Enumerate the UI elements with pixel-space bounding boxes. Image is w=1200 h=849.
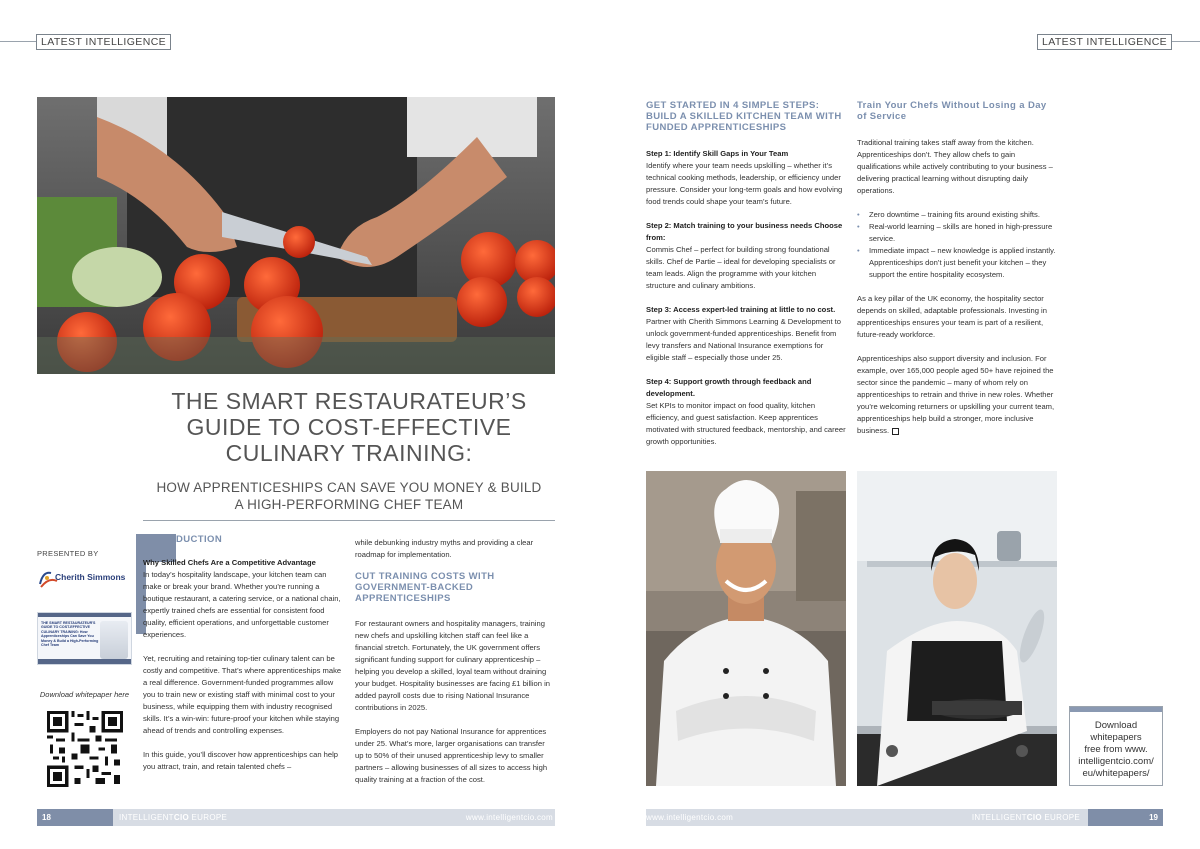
title-divider bbox=[143, 520, 555, 521]
header-rule-left bbox=[0, 41, 36, 42]
callout-line: Download bbox=[1094, 720, 1138, 731]
qr-code[interactable] bbox=[47, 711, 123, 787]
brand-bold: CIO bbox=[173, 813, 189, 822]
train-paragraph-3: Apprenticeships also support diversity and inclusion. For example, over 165,000 people aged 50+ have rejoined the sector since the pandemic – many of whom rely on apprenticeships to retrain and thrive in new roles. Whether you’re welcoming returners or upskilling your current team, apprenticeships help build a stronger, more inclusive business. bbox=[857, 354, 1055, 435]
intro-subheading: Why Skilled Chefs Are a Competitive Advantage bbox=[143, 558, 316, 567]
train-paragraph-1: Traditional training takes staff away from the kitchen. Apprenticeships don’t. They allow chefs to gain qualifications while actively contributing to your business – delivering practical learning without disrupting daily operations. bbox=[857, 138, 1053, 195]
train-paragraph-2: As a key pillar of the UK economy, the hospitality sector depends on skilled, adaptable professionals. Investing in apprenticeships ensures your team is part of a resilient, future-ready workforce. bbox=[857, 294, 1047, 339]
step-2-body: Commis Chef – perfect for building strong foundational skills. Chef de Partie – ideal for developing specialists or team leads. Align the programme with your kitchen structure and culinary ambitions. bbox=[646, 245, 836, 290]
intro-paragraph-2: Yet, recruiting and retaining top-tier culinary talent can be costly and competitive. That’s where apprenticeships make a real difference. Government-funded programmes allow you to train new or existing staff with minimal cost to your business, while equipping them with industry recognised skills. It’s a win-win: future-proof your kitchen while staying ahead of trends and controlling expenses. bbox=[143, 654, 342, 735]
download-whitepaper-label: Download whitepaper here bbox=[39, 690, 130, 699]
brand-prefix: INTELLIGENT bbox=[119, 813, 174, 822]
callout-line: intelligentcio.com/ bbox=[1078, 756, 1154, 767]
photo-chef-cooking bbox=[857, 471, 1057, 786]
whitepaper-thumbnail[interactable] bbox=[37, 612, 132, 665]
intro-paragraph-1: In today’s hospitality landscape, your kitchen team can make or break your brand. Whether you’re running a boutique restaurant, a catering service, or a national chain, expertly trained chefs are essential for consistent food quality, efficient operations, and unforgettable customer experiences. bbox=[143, 570, 341, 639]
sponsor-name: Cherith Simmons bbox=[55, 572, 126, 582]
step-1-title: Step 1: Identify Skill Gaps in Your Team bbox=[646, 149, 789, 158]
callout-bar bbox=[1070, 707, 1162, 712]
step-1-body: Identify where your team needs upskilling – whether it’s technical cooking methods, leadership, or efficiency under pressure. Consider your long-term goals and how evolving food trends could shape your team’s future. bbox=[646, 161, 843, 206]
page-number-left-text: 18 bbox=[42, 813, 51, 822]
title-line-1: THE SMART RESTAURATEUR’S bbox=[171, 388, 527, 414]
cost-heading: CUT TRAINING COSTS WITH GOVERNMENT-BACKED APPRENTICESHIPS bbox=[355, 571, 495, 604]
sponsor-logo[interactable] bbox=[37, 569, 132, 591]
intro-paragraph-3: In this guide, you’ll discover how apprenticeships can help you attract, train, and retain talented chefs – bbox=[143, 750, 339, 771]
train-paragraph-3-wrap bbox=[857, 353, 1057, 437]
article-subtitle bbox=[140, 479, 558, 513]
footer-bar-left bbox=[113, 809, 555, 826]
callout-line: whitepapers bbox=[1090, 732, 1142, 743]
thumb-text: THE SMART RESTAURATEUR'S GUIDE TO COST-EFFECTIVE CULINARY TRAINING: How Apprenticeships Can Save You Money & Build a High-Performing Chef Team bbox=[41, 621, 99, 648]
title-line-3: CULINARY TRAINING: bbox=[225, 440, 473, 466]
subtitle-line-1: HOW APPRENTICESHIPS CAN SAVE YOU MONEY & BUILD bbox=[156, 480, 542, 495]
step-4-title: Step 4: Support growth through feedback and development. bbox=[646, 377, 812, 398]
header-tag-right: LATEST INTELLIGENCE bbox=[1037, 34, 1172, 50]
thumb-band-bottom bbox=[38, 659, 131, 664]
page-number-left bbox=[37, 809, 113, 826]
cost-column bbox=[355, 537, 555, 798]
train-column bbox=[857, 100, 1057, 449]
step-4-body: Set KPIs to monitor impact on food quality, kitchen efficiency, and guest satisfaction. Keep apprentices motivated with structured feedback, mentorship, and career growth opportunities. bbox=[646, 401, 846, 446]
brand-suffix: EUROPE bbox=[189, 813, 228, 822]
thumb-band-top bbox=[38, 613, 131, 617]
thumb-chef-image bbox=[100, 621, 128, 659]
footer-bar-right bbox=[646, 809, 1088, 826]
steps-heading: GET STARTED IN 4 SIMPLE STEPS: BUILD A SKILLED KITCHEN TEAM WITH FUNDED APPRENTICESHIPS bbox=[646, 100, 842, 133]
presented-by-label: PRESENTED BY bbox=[37, 549, 99, 558]
footer-brand-left bbox=[119, 809, 227, 826]
benefit-item: • Real-world learning – skills are honed in high-pressure service. bbox=[857, 221, 1057, 245]
callout-text bbox=[1070, 720, 1162, 780]
col2-paragraph-1: For restaurant owners and hospitality managers, training new chefs and upskilling kitchen staff can feel like a financial stretch. Fortunately, the UK government offers significant funding support for culinary apprenticeship – helping you develop a skilled, loyal team without draining your budget. Hospitality businesses are facing £1 billion in added payroll costs due to rising National Insurance contributions in 2025. bbox=[355, 619, 551, 712]
brand-bold: CIO bbox=[1026, 813, 1042, 822]
steps-column bbox=[646, 100, 846, 460]
subtitle-line-2: A HIGH-PERFORMING CHEF TEAM bbox=[234, 497, 464, 512]
photo-smiling-chef bbox=[646, 471, 846, 786]
footer-brand-right bbox=[972, 809, 1080, 826]
benefit-item: • Zero downtime – training fits around existing shifts. bbox=[857, 209, 1057, 221]
brand-suffix: EUROPE bbox=[1041, 813, 1080, 822]
col2-paragraph-2: Employers do not pay National Insurance for apprentices under 25. What’s more, larger organisations can transfer up to 50% of their unused apprenticeship levy to smaller partners – allowing businesses of all sizes to access high quality training at a fraction of the cost. bbox=[355, 727, 548, 784]
col2-paragraph-0: while debunking industry myths and providing a clear roadmap for implementation. bbox=[355, 538, 534, 559]
callout-line: eu/whitepapers/ bbox=[1082, 768, 1150, 779]
train-heading: Train Your Chefs Without Losing a Day of Service bbox=[857, 100, 1047, 122]
download-callout[interactable] bbox=[1069, 706, 1163, 786]
callout-line: free from www. bbox=[1084, 744, 1148, 755]
step-2-title: Step 2: Match training to your business needs Choose from: bbox=[646, 221, 843, 242]
benefit-item: • Immediate impact – new knowledge is applied instantly. Apprenticeships don’t just benefit your kitchen – they support the entire hospitality ecosystem. bbox=[857, 245, 1057, 281]
footer-url-left[interactable]: www.intelligentcio.com bbox=[465, 813, 553, 822]
intro-heading: DUCTION bbox=[176, 534, 223, 545]
article-title bbox=[150, 388, 548, 466]
header-tag-left: LATEST INTELLIGENCE bbox=[36, 34, 171, 50]
step-3-title: Step 3: Access expert-led training at little to no cost. bbox=[646, 305, 836, 314]
hero-photo-chopping-tomatoes bbox=[37, 97, 555, 374]
benefit-list bbox=[857, 209, 1057, 281]
brand-prefix: INTELLIGENT bbox=[971, 813, 1027, 822]
page-number-right bbox=[1088, 809, 1163, 826]
step-3-body: Partner with Cherith Simmons Learning & Development to unlock government-funded apprenticeships. Benefit from levy transfers and National Insurance exemptions for eligible staff – especially those under 25. bbox=[646, 317, 841, 362]
title-line-2: GUIDE TO COST-EFFECTIVE bbox=[186, 414, 512, 440]
end-of-article-icon bbox=[892, 428, 899, 435]
footer-url-right[interactable]: www.intelligentcio.com bbox=[646, 813, 734, 822]
intro-column bbox=[143, 534, 343, 785]
page-number-right-text: 19 bbox=[1149, 813, 1158, 822]
